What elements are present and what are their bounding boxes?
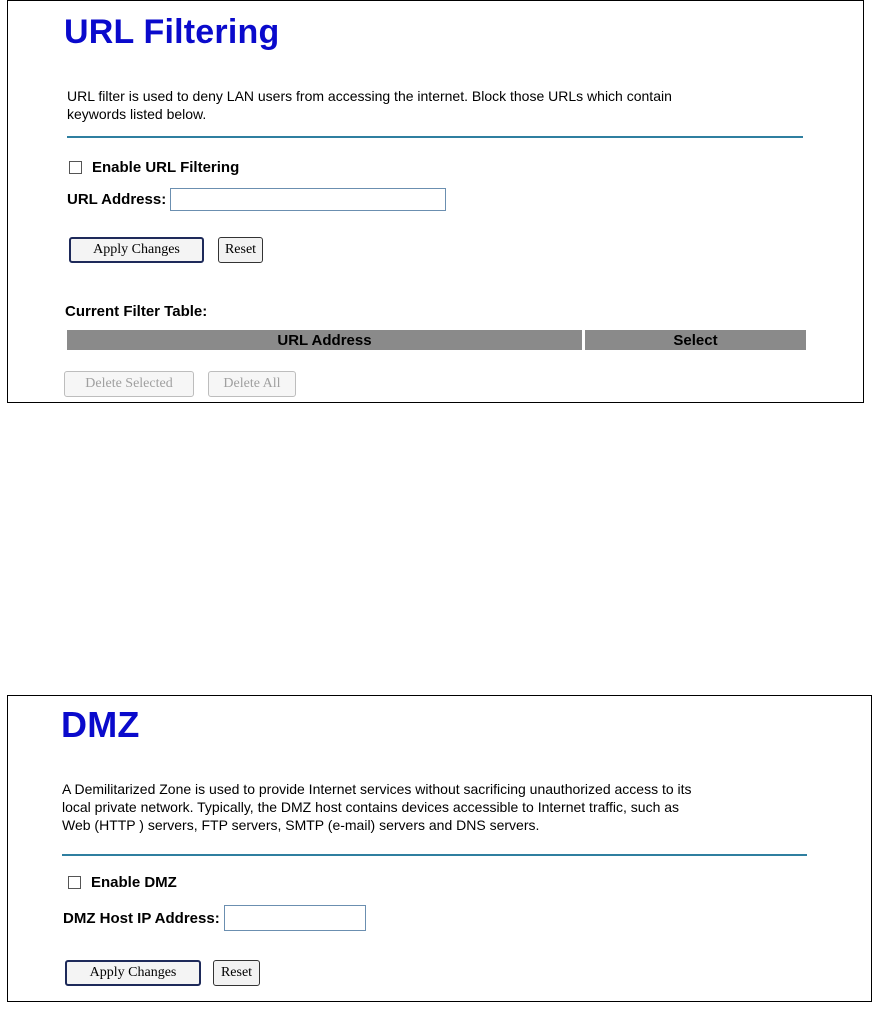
page-title: URL Filtering <box>64 13 280 51</box>
dmz-panel <box>7 695 872 1002</box>
dmz-host-ip-row <box>63 905 366 931</box>
dmz-host-ip-label: DMZ Host IP Address: <box>63 909 220 927</box>
page-title: DMZ <box>61 704 140 745</box>
enable-url-filtering-row <box>69 159 239 176</box>
url-address-label: URL Address: <box>67 191 167 208</box>
enable-dmz-checkbox[interactable] <box>68 876 81 889</box>
enable-url-filtering-label: Enable URL Filtering <box>92 159 240 176</box>
current-filter-table-label: Current Filter Table: <box>65 303 208 320</box>
enable-url-filtering-checkbox[interactable] <box>69 161 82 174</box>
column-header-select: Select <box>585 330 806 350</box>
url-address-row <box>67 188 446 211</box>
description-line: A Demilitarized Zone is used to provide Internet services without sacrificing unauthorized access to its <box>62 781 692 797</box>
description-line: URL filter is used to deny LAN users from accessing the internet. Block those URLs which contain <box>67 88 672 104</box>
description-line: Web (HTTP ) servers, FTP servers, SMTP (e-mail) servers and DNS servers. <box>62 817 540 833</box>
section-divider <box>62 854 807 856</box>
dmz-host-ip-input[interactable] <box>224 905 366 931</box>
description-line: keywords listed below. <box>67 106 207 122</box>
url-address-input[interactable] <box>170 188 446 211</box>
enable-dmz-row <box>68 874 177 891</box>
section-divider <box>67 136 803 138</box>
enable-dmz-label: Enable DMZ <box>91 874 177 891</box>
url-filtering-panel <box>7 0 864 403</box>
description-line: local private network. Typically, the DMZ host contains devices accessible to Internet traffic, such as <box>62 799 680 815</box>
delete-all-button[interactable]: Delete All <box>208 371 296 397</box>
apply-changes-button[interactable]: Apply Changes <box>69 237 204 263</box>
apply-changes-button[interactable]: Apply Changes <box>65 960 201 986</box>
reset-button[interactable]: Reset <box>218 237 263 263</box>
filter-table-header <box>67 330 806 350</box>
column-header-url-address: URL Address <box>67 330 582 350</box>
delete-selected-button[interactable]: Delete Selected <box>64 371 194 397</box>
reset-button[interactable]: Reset <box>213 960 260 986</box>
